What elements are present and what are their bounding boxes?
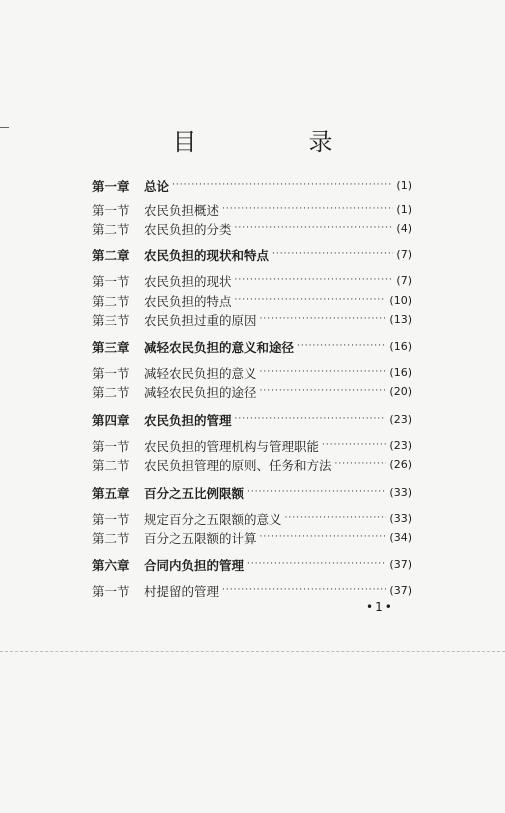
toc-page-number: (1) bbox=[396, 179, 412, 192]
leader-dots bbox=[335, 456, 387, 473]
toc-number: 第六章 bbox=[92, 557, 130, 573]
toc-page-number: (7) bbox=[396, 274, 412, 287]
toc-number: 第一节 bbox=[92, 511, 130, 527]
toc-section-entry bbox=[92, 582, 412, 599]
toc-number: 第一节 bbox=[92, 202, 130, 218]
toc-number: 第一章 bbox=[92, 178, 130, 194]
toc-section-entry bbox=[92, 510, 412, 527]
toc-chapter-entry bbox=[92, 338, 412, 355]
toc-title: 农民负担过重的原因 bbox=[144, 312, 257, 328]
toc-number: 第二节 bbox=[92, 384, 130, 400]
toc-section-entry bbox=[92, 311, 412, 328]
toc-title: 百分之五限额的计算 bbox=[144, 530, 257, 546]
toc-page-number: (4) bbox=[396, 222, 412, 235]
toc-number: 第二节 bbox=[92, 293, 130, 309]
toc-chapter-entry bbox=[92, 411, 412, 428]
toc-number: 第三章 bbox=[92, 339, 130, 355]
toc-chapter-entry bbox=[92, 484, 412, 501]
leader-dots bbox=[172, 177, 393, 194]
leader-dots bbox=[322, 437, 386, 454]
toc-section-entry bbox=[92, 529, 412, 546]
toc-number: 第一节 bbox=[92, 273, 130, 289]
page-folio: •1• bbox=[366, 600, 394, 614]
toc-number: 第一节 bbox=[92, 583, 130, 599]
toc-title: 农民负担的特点 bbox=[144, 293, 232, 309]
leader-dots bbox=[260, 529, 387, 546]
toc-section-entry bbox=[92, 364, 412, 381]
toc-page-number: (10) bbox=[389, 294, 412, 307]
toc-title: 村提留的管理 bbox=[144, 583, 220, 599]
leader-dots bbox=[247, 556, 386, 573]
toc-title: 百分之五比例限额 bbox=[144, 485, 245, 501]
toc-title: 总论 bbox=[144, 178, 170, 194]
toc-number: 第二节 bbox=[92, 457, 130, 473]
toc-title: 减轻农民负担的途径 bbox=[144, 384, 257, 400]
toc-section-entry bbox=[92, 201, 412, 218]
toc-section-entry bbox=[92, 437, 412, 454]
toc-page-number: (16) bbox=[389, 366, 412, 379]
toc-title: 农民负担概述 bbox=[144, 202, 220, 218]
toc-number: 第二节 bbox=[92, 530, 130, 546]
toc-title: 农民负担管理的原则、任务和方法 bbox=[144, 457, 332, 473]
leader-dots bbox=[235, 220, 394, 237]
toc-chapter-entry bbox=[92, 177, 412, 194]
leader-dots bbox=[297, 338, 386, 355]
toc-page-number: (23) bbox=[389, 439, 412, 452]
toc-section-entry bbox=[92, 383, 412, 400]
toc-page-number: (33) bbox=[389, 486, 412, 499]
toc-chapter-entry bbox=[92, 556, 412, 573]
toc-title: 规定百分之五限额的意义 bbox=[144, 511, 282, 527]
leader-dots bbox=[247, 484, 386, 501]
toc-title: 减轻农民负担的意义 bbox=[144, 365, 257, 381]
leader-dots bbox=[222, 582, 386, 599]
leader-dots bbox=[285, 510, 387, 527]
bottom-rule bbox=[0, 651, 505, 652]
toc-title: 农民负担的现状和特点 bbox=[144, 247, 270, 263]
toc-page-number: (7) bbox=[396, 248, 412, 261]
toc-number: 第五章 bbox=[92, 485, 130, 501]
toc-number: 第二节 bbox=[92, 221, 130, 237]
toc-page-number: (20) bbox=[389, 385, 412, 398]
toc-title: 合同内负担的管理 bbox=[144, 557, 245, 573]
toc-number: 第三节 bbox=[92, 312, 130, 328]
toc-title: 农民负担的分类 bbox=[144, 221, 232, 237]
toc-page-number: (37) bbox=[389, 584, 412, 597]
toc-page-number: (1) bbox=[396, 203, 412, 216]
toc-number: 第四章 bbox=[92, 412, 130, 428]
toc-number: 第一节 bbox=[92, 365, 130, 381]
leader-dots bbox=[235, 411, 387, 428]
toc-title: 农民负担的管理机构与管理职能 bbox=[144, 438, 320, 454]
leader-dots bbox=[260, 364, 387, 381]
leader-dots bbox=[235, 272, 394, 289]
page-title: 目 录 bbox=[172, 128, 377, 156]
toc-title: 农民负担的现状 bbox=[144, 273, 232, 289]
leader-dots bbox=[260, 383, 387, 400]
leader-dots bbox=[222, 201, 393, 218]
toc-section-entry bbox=[92, 292, 412, 309]
toc-section-entry bbox=[92, 272, 412, 289]
toc-number: 第一节 bbox=[92, 438, 130, 454]
toc-section-entry bbox=[92, 456, 412, 473]
leader-dots bbox=[272, 246, 393, 263]
toc-page-number: (34) bbox=[389, 531, 412, 544]
toc-page-number: (13) bbox=[389, 313, 412, 326]
toc-title: 减轻农民负担的意义和途径 bbox=[144, 339, 295, 355]
toc-page-number: (33) bbox=[389, 512, 412, 525]
toc-section-entry bbox=[92, 220, 412, 237]
toc-page-number: (23) bbox=[389, 413, 412, 426]
toc-number: 第二章 bbox=[92, 247, 130, 263]
leader-dots bbox=[260, 311, 387, 328]
toc-title: 农民负担的管理 bbox=[144, 412, 232, 428]
toc-chapter-entry bbox=[92, 246, 412, 263]
toc-page-number: (37) bbox=[389, 558, 412, 571]
toc-page-number: (26) bbox=[389, 458, 412, 471]
leader-dots bbox=[235, 292, 387, 309]
toc-page-number: (16) bbox=[389, 340, 412, 353]
